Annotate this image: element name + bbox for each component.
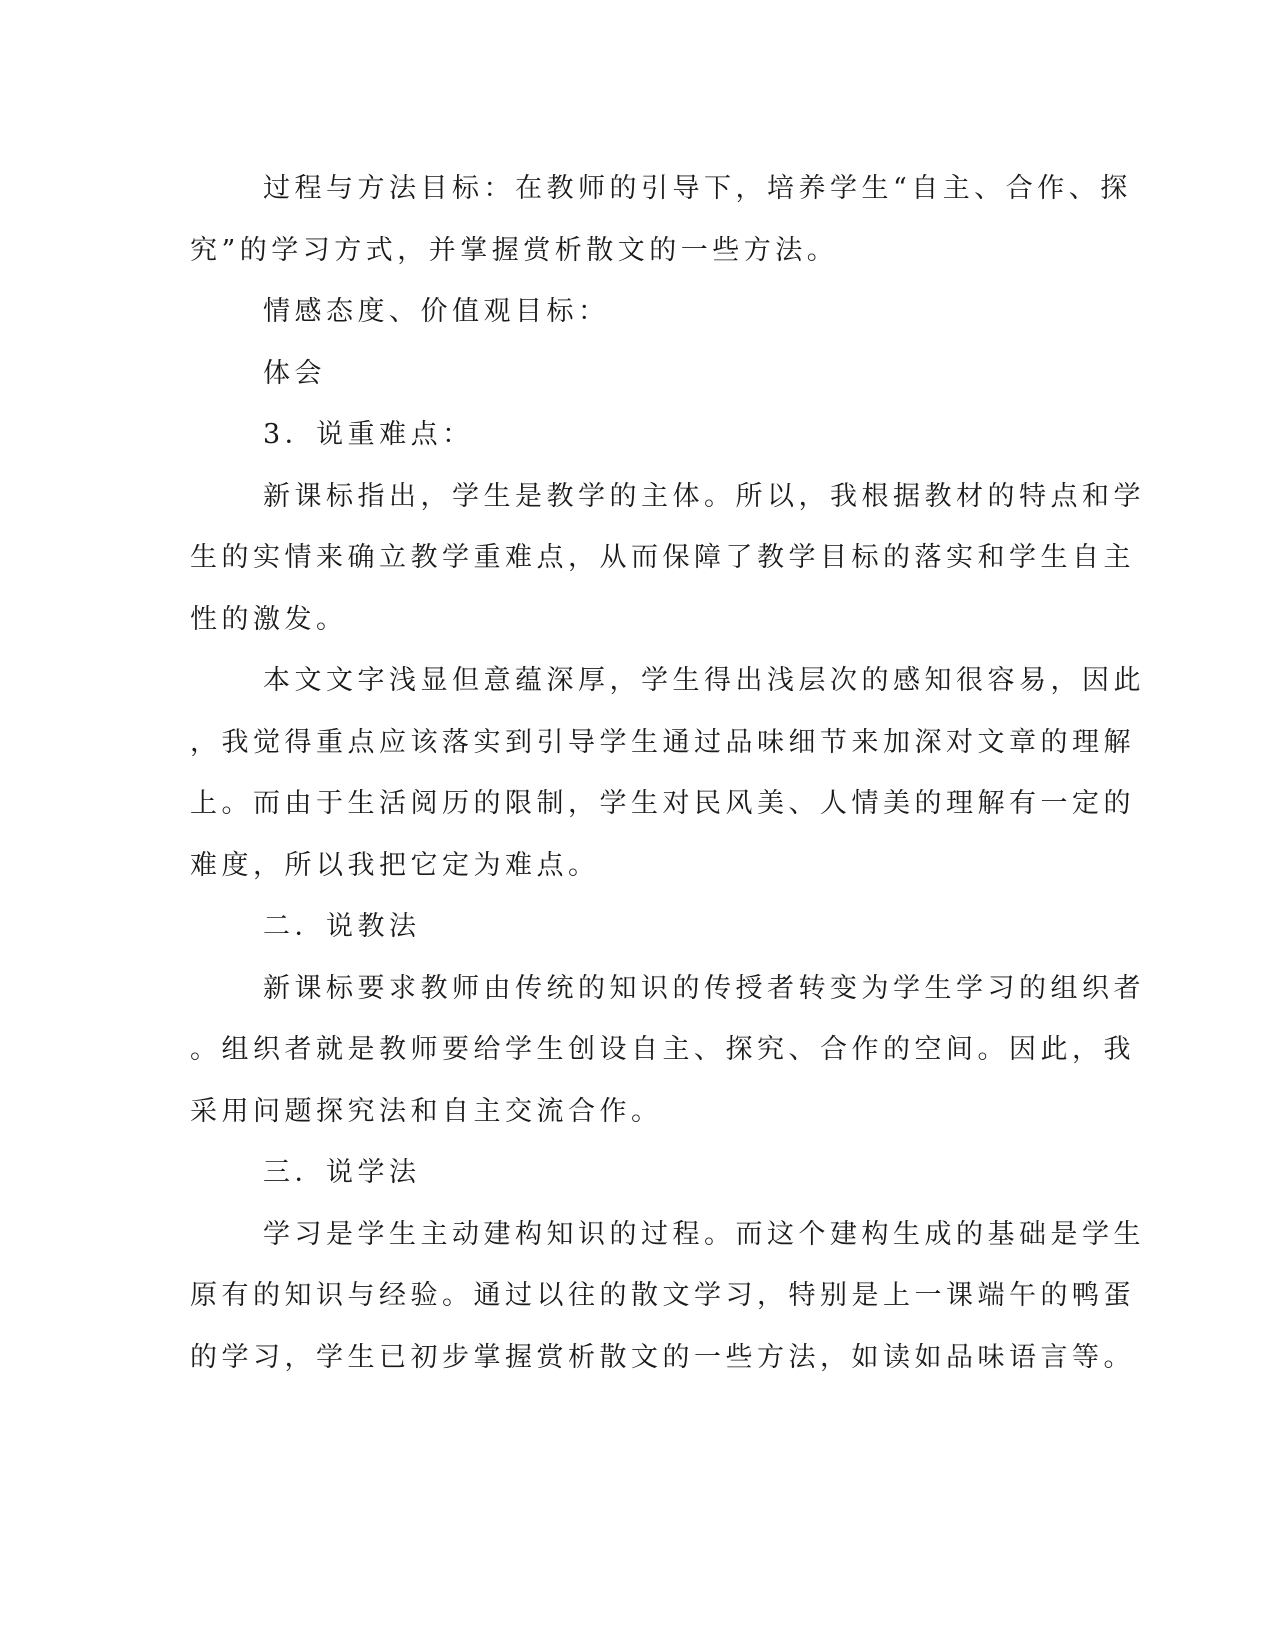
paragraph-text-analysis-line-1: 本文文字浅显但意蕴深厚，学生得出浅层次的感知很容易，因此	[263, 665, 1145, 696]
paragraph-text-analysis-line-2: ，我觉得重点应该落实到引导学生通过品味细节来加深对文章的理解	[190, 726, 1135, 758]
paragraph-process-method-goal-line-2: 究”的学习方式，并掌握赏析散文的一些方法。	[190, 234, 839, 266]
paragraph-key-points-line-3: 性的激发。	[190, 603, 348, 635]
paragraph-text-analysis-line-3: 上。而由于生活阅历的限制，学生对民风美、人情美的理解有一定的	[190, 788, 1135, 819]
paragraph-text-analysis-line-4: 难度，所以我把它定为难点。	[190, 849, 600, 881]
section-heading-learning-method: 三．说学法	[263, 1157, 421, 1188]
paragraph-teaching-method-line-2: 。组织者就是教师要给学生创设自主、探究、合作的空间。因此，我	[190, 1034, 1135, 1065]
paragraph-learning-method-line-3: 的学习，学生已初步掌握赏析散文的一些方法，如读如品味语言等。	[190, 1341, 1135, 1373]
paragraph-key-points-line-1: 新课标指出，学生是教学的主体。所以，我根据教材的特点和学	[263, 480, 1145, 512]
heading-emotion-attitude-goal: 情感态度、价值观目标：	[263, 296, 610, 327]
paragraph-process-method-goal-line-1: 过程与方法目标：在教师的引导下，培养学生“自主、合作、探	[263, 173, 1132, 204]
section-heading-teaching-method: 二．说教法	[263, 911, 421, 942]
paragraph-experience: 体会	[263, 357, 326, 389]
paragraph-learning-method-line-1: 学习是学生主动建构知识的过程。而这个建构生成的基础是学生	[263, 1218, 1145, 1250]
document-body	[190, 158, 1145, 1388]
paragraph-key-points-line-2: 生的实情来确立教学重难点，从而保障了教学目标的落实和学生自主	[190, 542, 1135, 573]
paragraph-learning-method-line-2: 原有的知识与经验。通过以往的散文学习，特别是上一课端午的鸭蛋	[190, 1280, 1135, 1311]
section-heading-key-difficulties: 3．说重难点：	[263, 419, 474, 450]
paragraph-teaching-method-line-1: 新课标要求教师由传统的知识的传授者转变为学生学习的组织者	[263, 972, 1145, 1004]
paragraph-teaching-method-line-3: 采用问题探究法和自主交流合作。	[190, 1095, 663, 1127]
